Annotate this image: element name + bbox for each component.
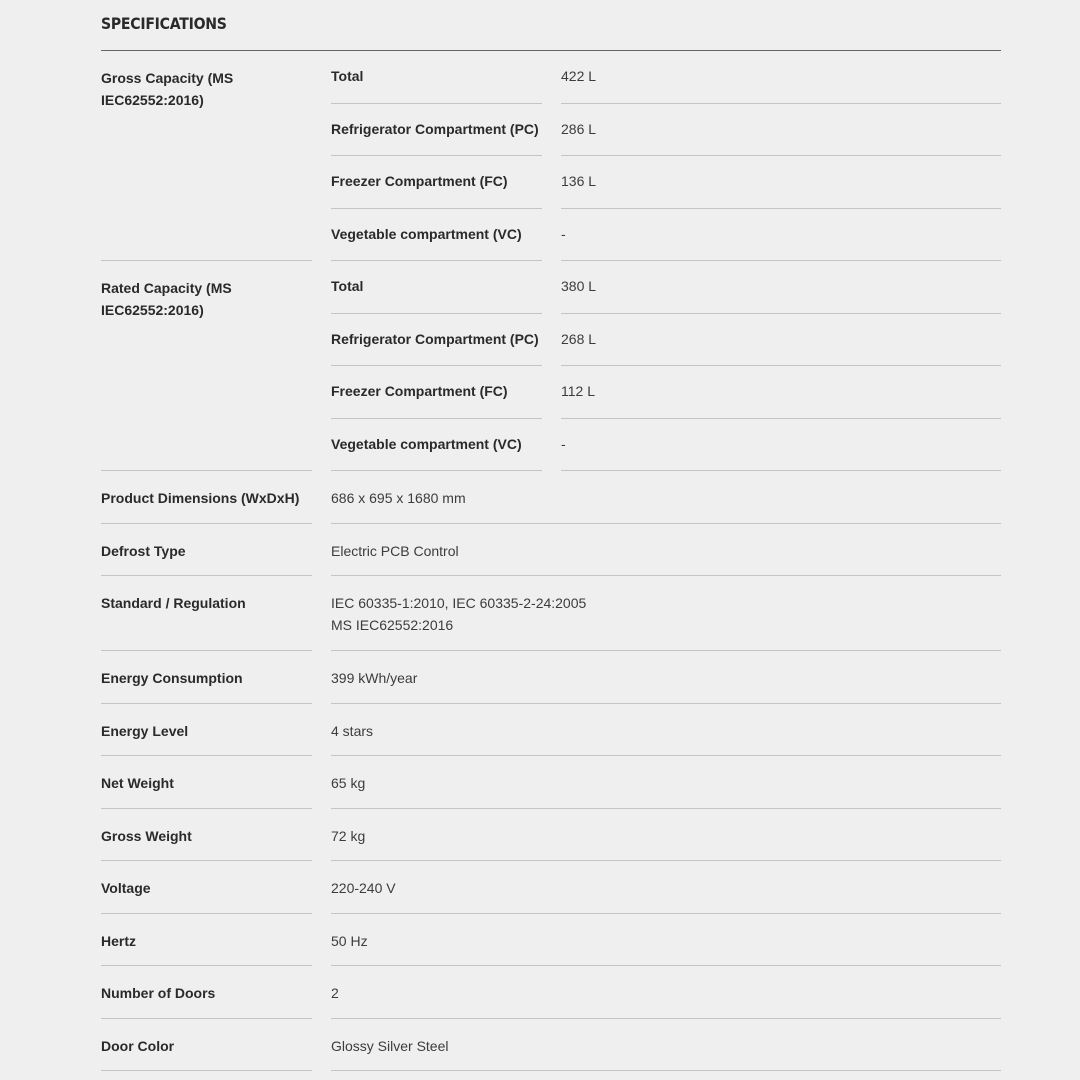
spec-sublabel: Refrigerator Compartment (PC) [331, 314, 542, 367]
spec-group-rated-capacity [101, 261, 1001, 471]
spec-value: - [561, 419, 1001, 472]
spec-group-label [101, 51, 312, 261]
spec-row-gross-weight [101, 809, 1001, 862]
spec-value: 286 L [561, 104, 1001, 157]
spec-row-energy-level [101, 704, 1001, 757]
spec-subrows [331, 261, 1001, 471]
label-line: IEC62552:2016) [101, 92, 204, 108]
spec-row-door-color [101, 1019, 1001, 1072]
spec-subrow [331, 156, 1001, 209]
spec-value: 4 stars [331, 704, 1001, 757]
spec-label: Door Color [101, 1019, 312, 1072]
label-line: Rated Capacity (MS [101, 280, 232, 296]
spec-subrow [331, 314, 1001, 367]
spec-value: Electric PCB Control [331, 524, 1001, 577]
spec-subrow [331, 366, 1001, 419]
spec-label: Hertz [101, 914, 312, 967]
spec-table [101, 51, 1001, 1071]
spec-value: - [561, 209, 1001, 262]
spec-subrow [331, 104, 1001, 157]
spec-sublabel: Freezer Compartment (FC) [331, 156, 542, 209]
spec-label: Voltage [101, 861, 312, 914]
spec-row-energy-consumption [101, 651, 1001, 704]
spec-subrow [331, 51, 1001, 104]
spec-group-gross-capacity [101, 51, 1001, 261]
spec-label: Number of Doors [101, 966, 312, 1019]
spec-label: Energy Consumption [101, 651, 312, 704]
spec-label: Energy Level [101, 704, 312, 757]
spec-value: 112 L [561, 366, 1001, 419]
spec-value: 380 L [561, 261, 1001, 314]
spec-row-defrost-type [101, 524, 1001, 577]
spec-row-voltage [101, 861, 1001, 914]
spec-row-dimensions [101, 471, 1001, 524]
label-line: IEC62552:2016) [101, 302, 204, 318]
spec-subrows [331, 51, 1001, 261]
spec-label: Net Weight [101, 756, 312, 809]
spec-sublabel: Vegetable compartment (VC) [331, 419, 542, 472]
spec-value: 686 x 695 x 1680 mm [331, 471, 1001, 524]
spec-value: 50 Hz [331, 914, 1001, 967]
spec-value: 136 L [561, 156, 1001, 209]
spec-sublabel: Freezer Compartment (FC) [331, 366, 542, 419]
spec-label: Gross Weight [101, 809, 312, 862]
spec-subrow [331, 209, 1001, 262]
spec-value: 65 kg [331, 756, 1001, 809]
spec-value: 2 [331, 966, 1001, 1019]
spec-row-hertz [101, 914, 1001, 967]
value-line: IEC 60335-1:2010, IEC 60335-2-24:2005 [331, 595, 587, 611]
value-line: MS IEC62552:2016 [331, 617, 454, 633]
spec-label: Defrost Type [101, 524, 312, 577]
spec-label: Product Dimensions (WxDxH) [101, 471, 312, 524]
spec-row-standard [101, 576, 1001, 651]
spec-value: 422 L [561, 51, 1001, 104]
spec-sublabel: Vegetable compartment (VC) [331, 209, 542, 262]
spec-value: 220-240 V [331, 861, 1001, 914]
spec-subrow [331, 261, 1001, 314]
spec-value: 399 kWh/year [331, 651, 1001, 704]
spec-group-label [101, 261, 312, 471]
spec-label: Standard / Regulation [101, 576, 312, 651]
spec-value: 72 kg [331, 809, 1001, 862]
spec-subrow [331, 419, 1001, 472]
label-line: Gross Capacity (MS [101, 70, 234, 86]
spec-value [331, 576, 1001, 651]
spec-sublabel: Refrigerator Compartment (PC) [331, 104, 542, 157]
spec-value: Glossy Silver Steel [331, 1019, 1001, 1072]
spec-row-net-weight [101, 756, 1001, 809]
spec-sublabel: Total [331, 261, 542, 314]
spec-sublabel: Total [331, 51, 542, 104]
section-title: SPECIFICATIONS [101, 14, 227, 33]
spec-row-number-of-doors [101, 966, 1001, 1019]
spec-value: 268 L [561, 314, 1001, 367]
